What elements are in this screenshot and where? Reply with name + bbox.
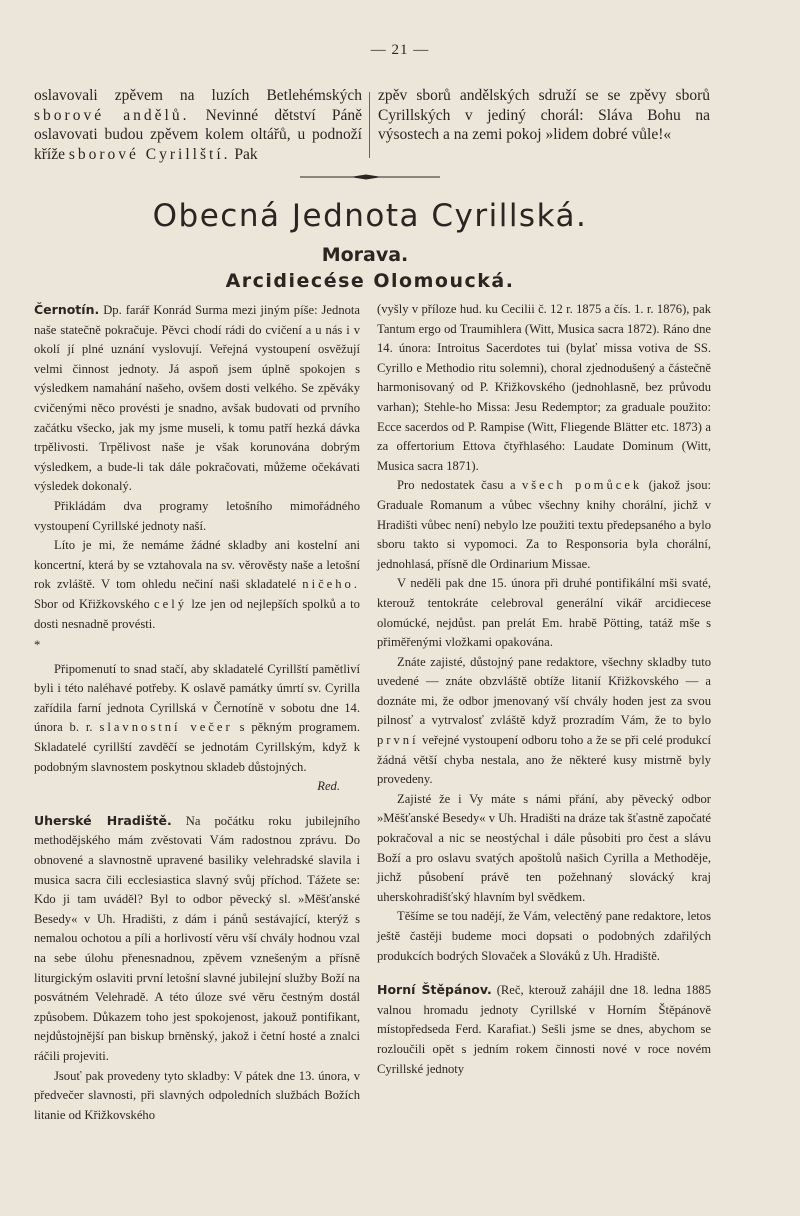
right-column <box>377 300 711 1079</box>
top-left-column <box>34 86 362 164</box>
text-span: Dp. farář Konrád Surma mezi jiným píše: Jednota naše statečně pokračuje. Pěvci chodí rádi do cvičení a u nás i v okolí jí plné uznání vyslovují. Veřejná vystoupení osvěžují velmi činnost jednoty. Já aspoň jsem úplně spokojen s výsledkem namahání našeho, ovšem dosti velkého. Se zpěváky cvičenými něco provésti je snadno, avšak budovati od prvního začátku všecko, jak my jsme museli, k tomu patří hezká dávka trpělivosti. Trpělivost naše je však korunována dobrým výsledkem, a bude-li tak dále pokračovati, můžeme očekávati výsledek dokonalý. <box>34 303 360 494</box>
text-span: Připomenutí to snad stačí, aby skladatelé Cyrillští pamětliví byli i této naléhavé potřeby. K oslavě památky úmrtí sv. Cyrilla zařídila farní jednota Cyrillská v Černotíně v sobotu dne 14. února b. r. <box>34 661 360 735</box>
spaced-text: sborové Cyrillští. <box>68 145 231 163</box>
paragraph <box>34 536 360 634</box>
hs-paragraph <box>377 980 711 1079</box>
text-span: Líto je mi, že nemáme žádné skladby ani kostelní ani koncertní, která by se vztahovala na sv. věrověsty naše a letošní rok zvláště. V tom ohledu nečiní naši skladatelé <box>34 538 360 592</box>
top-right-paragraph: zpěv sborů andělských sdruží se se zpěvy sborů Cyrillských v jediný chorál: Sláva Bohu na výsostech a na zemi pokoj »lidem dobré vůle!« <box>378 87 710 143</box>
paragraph <box>377 653 711 790</box>
text-span: Pro nedostatek času a <box>397 478 516 493</box>
paragraph: V neděli pak dne 15. února při druhé pontifikální mši svaté, kterouž tentokráte celebroval generální vikář arcidiecese olomúcké, nejdůst. pan prelát Em. hrabě Pötting, tatáž mše s přiměřenými vložkami opakována. <box>377 576 711 650</box>
text-span: Znáte zajisté, důstojný pane redaktore, všechny skladby tuto uvedené — znáte obzvláště obtíže litanií Křižkovského — a doznáte mi, že odbor jmenovaný vší chvály hoden jest za svou pilnosť a vytrvalosť zvláště když prozradím Vám, že to bylo <box>377 654 711 728</box>
paragraph: Jsouť pak provedeny tyto skladby: V pátek dne 13. února, v předvečer slavnosti, při slavných odpoledních službách Božích litanie od Křižkovského <box>34 1068 360 1122</box>
text-span: veřejné vystoupení odboru toho a že se při celé produkcí žádná větší chyba nestala, ano že některé kusy mistrně byly provedeny. <box>377 733 711 787</box>
spaced-text: slavnostní večer <box>99 720 233 735</box>
column-divider <box>369 92 370 158</box>
paragraph <box>377 476 711 574</box>
article-title: Obecná Jednota Cyrillská. <box>152 198 588 234</box>
paragraph: Těšíme se tou nadějí, že Vám, velectěný pane redaktore, letos ještě častěji budeme moci dopsati o podobných zdařilých produkcích bodrých Slovaček a Slováků z Uh. Hradiště. <box>377 909 711 963</box>
text-span: Na počátku roku jubilejního methodějského mám zvěstovati Vám radostnou zprávu. Do obnovené a slavnostně upravené basiliky velehradské slavila i musica sacra čili ecclesiastica slavný svůj příchod. Tážete se: Kdo ji tam uváděl? Byl to odbor pěvecký sl. »Měšťanské Besedy« v Uh. Hradišti, z dám i pánů sestávající, kterýž s nemalou ochotou a píli a horlivostí věru vší chvály hodnou vzal na sebe úlohu přenesnadnou, zpěvem vznešeným a přísně liturgickým oslaviti první letošní slavné jubilejní služby Boží na posvátném Velehradě. A této úloze své věru čestným dostál způsobem. Důkazem toho jest spokojenost, jakouž pontifikant, nejdůstojnější pan biskup brněnský, jakož i četní hosté a znalci ráčili projeviti. <box>34 813 361 1063</box>
text-span: Sbor od Křižkovského <box>34 596 150 611</box>
editor-signature: Red. <box>317 779 340 794</box>
cernotin-paragraph <box>34 300 360 497</box>
text-span: lze jen od nejlepších spolků a to dosti nesnadně provésti. <box>34 596 360 631</box>
spaced-text: celý <box>154 596 187 611</box>
text-span: (jakož jsou: Graduale Romanum a vůbec všechny knihy chorální, jichž v Hradišti vůbec není) nebylo lze použiti textu předepsaného a bylo sboru takto si vypomoci. Za to Responsoria byla chorální, jednohlasá, přísně dle Ordinarium Missae. <box>377 478 712 571</box>
text-span: (Reč, kterouž zahájil dne 18. ledna 1885 valnou hromadu jednoty Cyrillské v Horním Štěpánově místopředseda Ferd. Karafiat.) Sešli jsme se dnes, abychom se rozloučili opět s jedním rokem činnosti nové v roce novém Cyrillské jednoty <box>377 983 711 1076</box>
spaced-text: ničeho. <box>302 577 360 592</box>
spaced-text: první <box>377 733 419 748</box>
text-span: s pěkným programem. Skladatelé cyrillští zavděčí se jednotám Cyrillským, když k podobným slavnostem poskytnou skladeb důstojných. <box>34 720 361 774</box>
place-heading: Horní Štěpánov. <box>377 982 492 998</box>
page-number: — 21 — <box>370 42 430 58</box>
diocese-heading: Arcidiecése Olomoucká. <box>225 270 515 292</box>
spaced-text: všech pomůcek <box>521 478 643 493</box>
place-heading: Uherské Hradiště. <box>34 812 172 828</box>
editor-note <box>34 660 360 778</box>
top-right-column <box>378 86 710 145</box>
spaced-text: sborové andělů. <box>34 106 190 124</box>
text-span: Nevinné dětství Páně oslavovati budou zpěvem kolem oltářů, u podnoží kříže <box>34 106 362 163</box>
section-asterisk: * <box>34 638 41 653</box>
paragraph: Zajisté že i Vy máte s námi přání, aby pěvecký odbor »Měšťanské Besedy« v Uh. Hradišti na dráze tak šťastně započaté pokračoval a nic se neostýchal i dále působiti pro čest a slávu Boží a pro oslavu svatých apoštolů našich Cyrilla a Methoděje, jichž působení právě ten požehnaný slovácký kraj uherskohradišťský hlavním byl svědkem. <box>377 791 711 904</box>
section-ornament <box>300 172 440 182</box>
place-heading: Černotín. <box>34 302 100 317</box>
left-column <box>34 300 360 1125</box>
uh-paragraph <box>34 811 360 1067</box>
text-span: oslavovali zpěvem na luzích Betlehémských <box>34 87 362 104</box>
paragraph: Přikládám dva programy letošního mimořádného vystoupení Cyrillské jednoty naší. <box>34 498 360 533</box>
text-span: Pak <box>234 145 258 163</box>
region-heading: Morava. <box>321 244 409 266</box>
paragraph: (vyšly v příloze hud. ku Cecilii č. 12 r. 1875 a čís. 1. r. 1876), pak Tantum ergo od Traumihlera (Witt, Musica sacra 1872). Ráno dne 14. února: Introitus Sacerdotes tui (bylať missa votiva de SS. Cyrillo e Methodio ritu solemni), choral zjednodušený a částečně harmonisovaný od P. Křižkovského (jednohlasně, bez průvodu varhan); Stehle-ho Missa: Jesu Redemptor; za graduale použito: Ecce sacerdos od P. Rampise (Witt, Fliegende Blätter etc. 1873) a za offertorium Ettova čtyřhlasého: Laudate Dominum (Witt, Musica sacra 1871). <box>377 302 711 473</box>
top-left-paragraph <box>34 86 362 164</box>
